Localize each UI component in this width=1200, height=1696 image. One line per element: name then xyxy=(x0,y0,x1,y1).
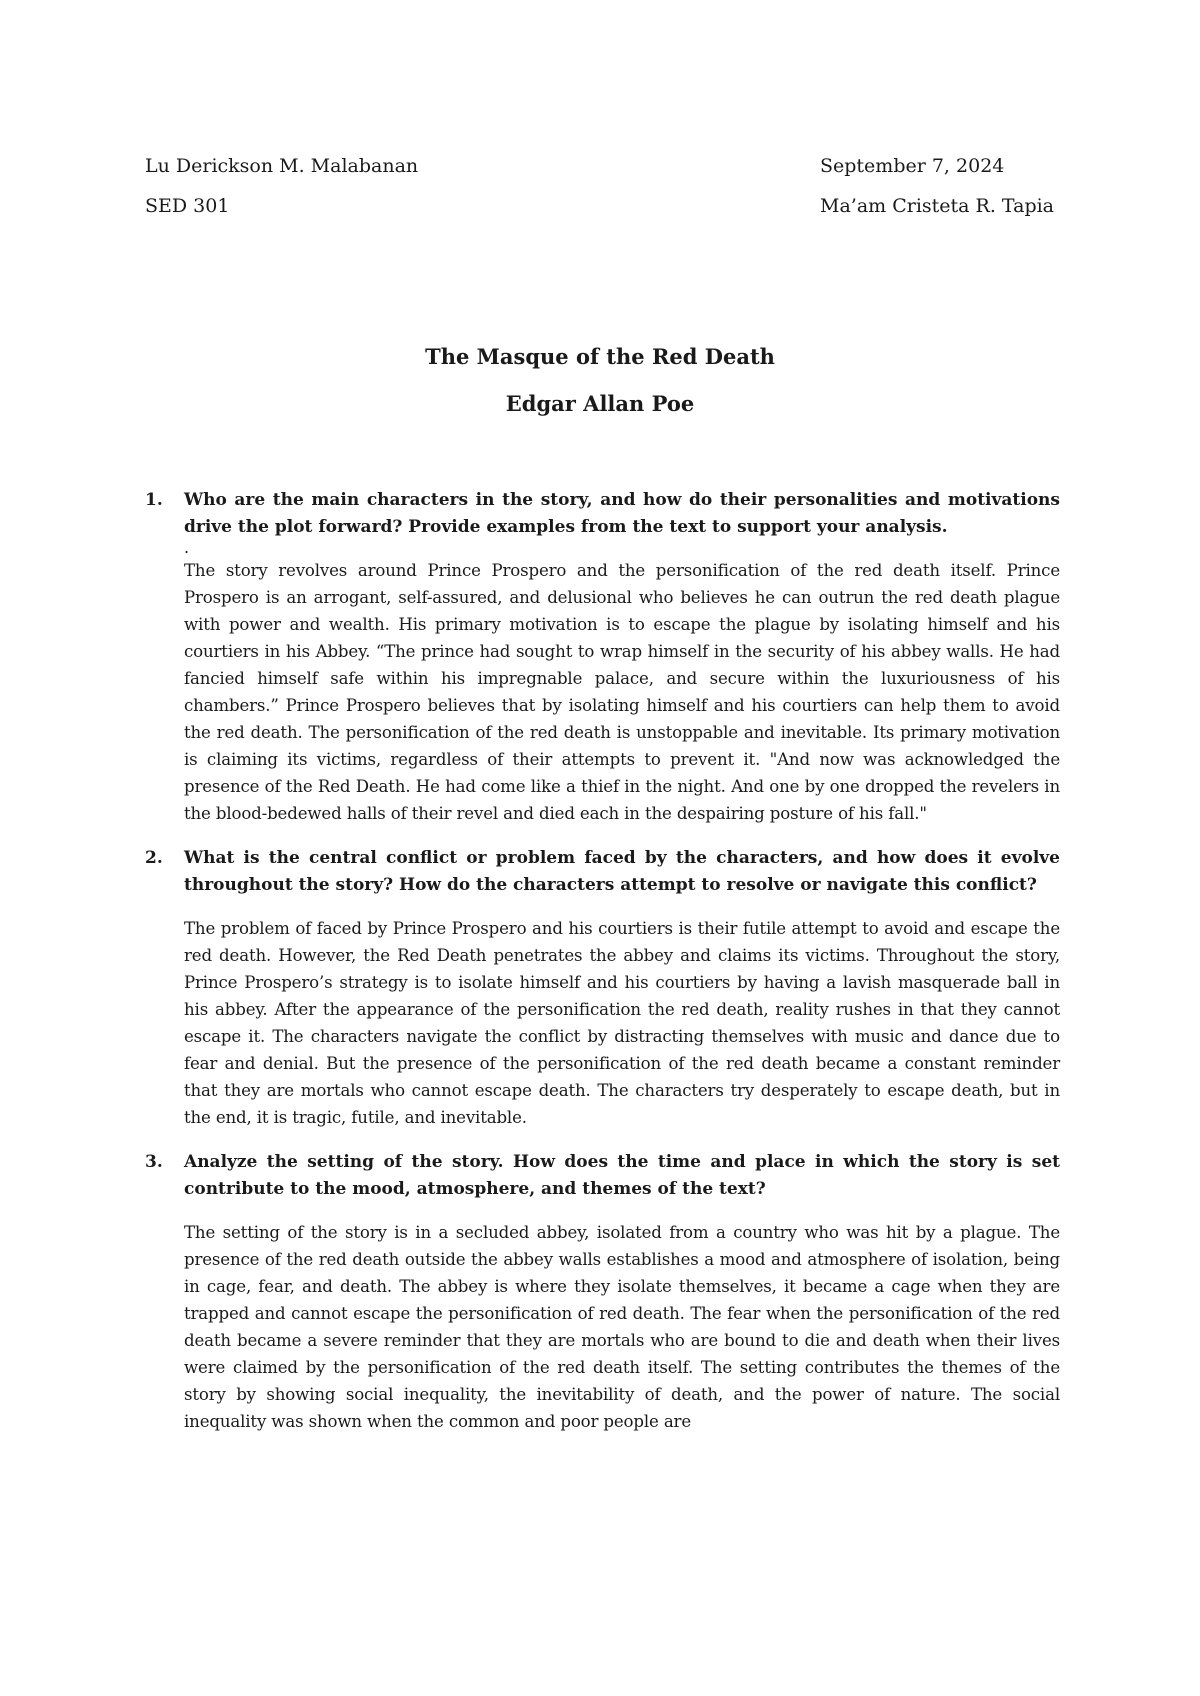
question-text: What is the central conflict or problem faced by the characters, and how does it evolve throughout the story? How do the characters attempt to resolve or navigate this conflict? xyxy=(184,848,1060,895)
answer-text: The problem of faced by Prince Prospero and his courtiers is their futile attempt to avoid and escape the red death. However, the Red Death penetrates the abbey and claims its victims. Throughout the story, Prince Prospero’s strategy is to isolate himself and his courtiers by having a lavish masquerade ball in his abbey. After the appearance of the personification the red death, reality rushes in that they cannot escape it. The characters navigate the conflict by distracting themselves with music and dance due to fear and denial. But the presence of the personification of the red death became a constant reminder that they are mortals who cannot escape death. The characters try desperately to escape death, but in the end, it is tragic, futile, and inevitable. xyxy=(184,919,1060,1127)
question-item-1 xyxy=(145,487,1060,827)
question-item-3 xyxy=(145,1149,1060,1435)
submission-date: September 7, 2024 xyxy=(820,155,1005,177)
document-header xyxy=(145,146,1060,226)
instructor-name: Ma’am Cristeta R. Tapia xyxy=(820,195,1055,217)
header-row-2 xyxy=(145,186,1060,226)
document-title: The Masque of the Red Death xyxy=(425,344,775,369)
answer-text: The story revolves around Prince Prospero and the personification of the red death itself. Prince Prospero is an arrogant, self-assured, and delusional who believes he can outrun the red death plague with power and wealth. His primary motivation is to escape the plague by isolating himself and his courtiers in his Abbey. “The prince had sought to wrap himself in the security of his abbey walls. He had fancied himself safe within his impregnable palace, and secure within the luxuriousness of his chambers.” Prince Prospero believes that by isolating himself and his courtiers can help them to avoid the red death. The personification of the red death is unstoppable and inevitable. Its primary motivation is claiming its victims, regardless of their attempts to prevent it. "And now was acknowledged the presence of the Red Death. He had come like a thief in the night. And one by one dropped the revelers in the blood-bedewed halls of their revel and died each in the despairing posture of his fall." xyxy=(184,561,1060,823)
question-number: 2. xyxy=(145,848,163,868)
question-text: Analyze the setting of the story. How does the time and place in which the story is set contribute to the mood, atmosphere, and themes of the text? xyxy=(184,1152,1060,1199)
stray-marker: . xyxy=(184,538,190,557)
question-number: 3. xyxy=(145,1152,163,1172)
question-text: Who are the main characters in the story, and how do their personalities and motivations drive the plot forward? Provide examples from the text to support your analysis. xyxy=(184,490,1060,537)
story-author: Edgar Allan Poe xyxy=(505,391,695,416)
header-row-1 xyxy=(145,146,1060,186)
course-code: SED 301 xyxy=(145,195,230,217)
question-list xyxy=(145,487,1060,1453)
author-name: Lu Derickson M. Malabanan xyxy=(145,155,419,177)
answer-text: The setting of the story is in a secluded abbey, isolated from a country who was hit by a plague. The presence of the red death outside the abbey walls establishes a mood and atmosphere of isolation, being in cage, fear, and death. The abbey is where they isolate themselves, it became a cage when they are trapped and cannot escape the personification of red death. The fear when the personification of the red death became a severe reminder that they are mortals who are bound to die and death when their lives were claimed by the personification of the red death itself. The setting contributes the themes of the story by showing social inequality, the inevitability of death, and the power of nature. The social inequality was shown when the common and poor people are xyxy=(184,1223,1060,1431)
question-item-2 xyxy=(145,845,1060,1131)
question-number: 1. xyxy=(145,490,163,510)
title-block xyxy=(0,333,1200,427)
